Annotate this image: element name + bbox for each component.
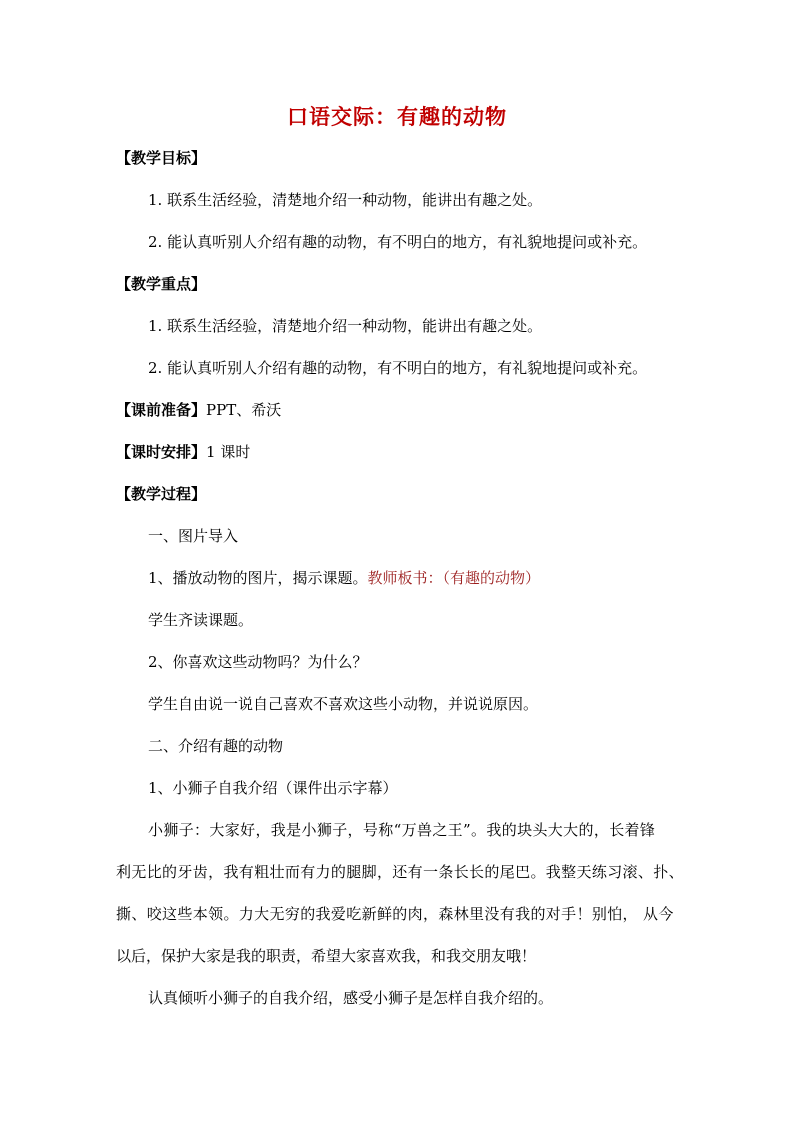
part1-title: 一、图片导入: [148, 527, 239, 545]
prep-heading: 【课前准备】: [116, 401, 207, 419]
focus-item-1: 1. 联系生活经验，清楚地介绍一种动物，能讲出有趣之处。: [148, 317, 543, 335]
lion-paragraph-line: 撕、咬这些本领。力大无穷的我爱吃新鲜的肉，森林里没有我的对手！别怕， 从今: [116, 905, 674, 923]
prep-row: [116, 398, 686, 422]
listen-line: 认真倾听小狮子的自我介绍，感受小狮子是怎样自我介绍的。: [148, 989, 554, 1007]
schedule-value: 1 课时: [206, 443, 251, 461]
step1-student: 学生齐读课题。: [148, 611, 254, 629]
step1-row: [148, 566, 718, 590]
lion-step: 1、小狮子自我介绍（课件出示字幕）: [148, 779, 398, 797]
prep-value: PPT、希沃: [206, 401, 282, 419]
page-title: 口语交际：有趣的动物: [287, 104, 507, 129]
teacher-board-note: 教师板书：（有趣的动物）: [367, 569, 541, 587]
process-heading: 【教学过程】: [116, 485, 207, 503]
goals-item-1: 1. 联系生活经验，清楚地介绍一种动物，能讲出有趣之处。: [148, 191, 543, 209]
goals-item-2: 2. 能认真听别人介绍有趣的动物，有不明白的地方，有礼貌地提问或补充。: [148, 233, 648, 251]
lion-paragraph-line: 利无比的牙齿，我有粗壮而有力的腿脚，还有一条长长的尾巴。我整天练习滚、扑、: [116, 863, 684, 881]
schedule-heading: 【课时安排】: [116, 443, 207, 461]
part2-title: 二、介绍有趣的动物: [148, 737, 284, 755]
focus-item-2: 2. 能认真听别人介绍有趣的动物，有不明白的地方，有礼貌地提问或补充。: [148, 359, 648, 377]
schedule-row: [116, 440, 686, 464]
lion-paragraph-line: 小狮子：大家好，我是小狮子，号称“万兽之王”。我的块头大大的，长着锋: [148, 821, 656, 839]
step2-question: 2、你喜欢这些动物吗？为什么？: [148, 653, 368, 671]
step2-student: 学生自由说一说自己喜欢不喜欢这些小动物，并说说原因。: [148, 695, 539, 713]
goals-heading: 【教学目标】: [116, 149, 207, 167]
lion-paragraph-line: 以后，保护大家是我的职责，希望大家喜欢我，和我交朋友哦！: [116, 947, 537, 965]
step1-text: 1、播放动物的图片，揭示课题。: [148, 569, 368, 587]
focus-heading: 【教学重点】: [116, 275, 207, 293]
